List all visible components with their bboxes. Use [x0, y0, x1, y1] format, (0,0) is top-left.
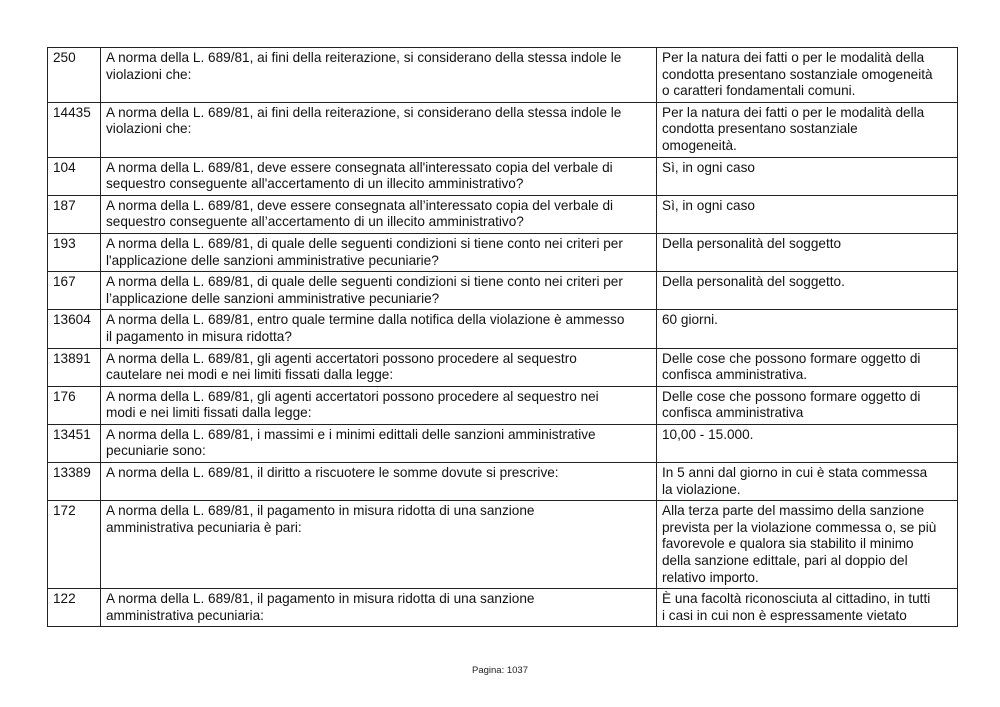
question-text: A norma della L. 689/81, di quale delle seguenti condizioni si tiene conto nei criteri per l'applicazione delle sanzioni amministrative pecuniarie?	[101, 233, 657, 271]
question-id: 167	[48, 272, 101, 310]
question-id: 193	[48, 233, 101, 271]
question-text: A norma della L. 689/81, il pagamento in misura ridotta di una sanzione amministrativa pecuniaria:	[101, 589, 657, 627]
table-row	[48, 102, 958, 157]
answer-text: Delle cose che possono formare oggetto di confisca amministrativa.	[657, 348, 958, 386]
answer-text: Della personalità del soggetto	[657, 233, 958, 271]
question-text: A norma della L. 689/81, ai fini della reiterazione, si considerano della stessa indole le violazioni che:	[101, 102, 657, 157]
answer-text: È una facoltà riconosciuta al cittadino, in tutti i casi in cui non è espressamente vietato	[657, 589, 958, 627]
question-text: A norma della L. 689/81, deve essere consegnata all'interessato copia del verbale di sequestro conseguente all'accertamento di un illecito amministrativo?	[101, 157, 657, 195]
question-text: A norma della L. 689/81, il pagamento in misura ridotta di una sanzione amministrativa pecuniaria è pari:	[101, 501, 657, 589]
table-row	[48, 386, 958, 424]
table-row	[48, 272, 958, 310]
question-id: 172	[48, 501, 101, 589]
question-id: 13891	[48, 348, 101, 386]
answer-text: Delle cose che possono formare oggetto di confisca amministrativa	[657, 386, 958, 424]
table-row	[48, 233, 958, 271]
table-row	[48, 310, 958, 348]
question-text: A norma della L. 689/81, gli agenti accertatori possono procedere al sequestro nei modi e nei limiti fissati dalla legge:	[101, 386, 657, 424]
question-text: A norma della L. 689/81, il diritto a riscuotere le somme dovute si prescrive:	[101, 463, 657, 501]
question-id: 14435	[48, 102, 101, 157]
answer-text: In 5 anni dal giorno in cui è stata commessa la violazione.	[657, 463, 958, 501]
answer-text: Della personalità del soggetto.	[657, 272, 958, 310]
page-number: Pagina: 1037	[472, 665, 528, 676]
answer-text: Sì, in ogni caso	[657, 157, 958, 195]
questions-table	[47, 47, 958, 627]
question-id: 13389	[48, 463, 101, 501]
question-id: 187	[48, 195, 101, 233]
table-row	[48, 589, 958, 627]
question-id: 104	[48, 157, 101, 195]
question-id: 176	[48, 386, 101, 424]
table-row	[48, 463, 958, 501]
table-row	[48, 48, 958, 103]
question-id: 250	[48, 48, 101, 103]
answer-text: Per la natura dei fatti o per le modalità della condotta presentano sostanziale omogeneità.	[657, 102, 958, 157]
question-text: A norma della L. 689/81, gli agenti accertatori possono procedere al sequestro cautelare nei modi e nei limiti fissati dalla legge:	[101, 348, 657, 386]
question-id: 13451	[48, 424, 101, 462]
table-row	[48, 157, 958, 195]
table-row	[48, 501, 958, 589]
question-text: A norma della L. 689/81, entro quale termine dalla notifica della violazione è ammesso il pagamento in misura ridotta?	[101, 310, 657, 348]
question-id: 122	[48, 589, 101, 627]
table-row	[48, 348, 958, 386]
answer-text: 10,00 - 15.000.	[657, 424, 958, 462]
question-text: A norma della L. 689/81, di quale delle seguenti condizioni si tiene conto nei criteri per l’applicazione delle sanzioni amministrative pecuniarie?	[101, 272, 657, 310]
answer-text: 60 giorni.	[657, 310, 958, 348]
answer-text: Per la natura dei fatti o per le modalità della condotta presentano sostanziale omogeneità o caratteri fondamentali comuni.	[657, 48, 958, 103]
answer-text: Sì, in ogni caso	[657, 195, 958, 233]
question-id: 13604	[48, 310, 101, 348]
answer-text: Alla terza parte del massimo della sanzione prevista per la violazione commessa o, se più favorevole e qualora sia stabilito il minimo della sanzione edittale, pari al doppio del relativo importo.	[657, 501, 958, 589]
table-row	[48, 195, 958, 233]
question-text: A norma della L. 689/81, ai fini della reiterazione, si considerano della stessa indole le violazioni che:	[101, 48, 657, 103]
table-row	[48, 424, 958, 462]
question-text: A norma della L. 689/81, i massimi e i minimi edittali delle sanzioni amministrative pecuniarie sono:	[101, 424, 657, 462]
question-text: A norma della L. 689/81, deve essere consegnata all’interessato copia del verbale di sequestro conseguente all’accertamento di un illecito amministrativo?	[101, 195, 657, 233]
